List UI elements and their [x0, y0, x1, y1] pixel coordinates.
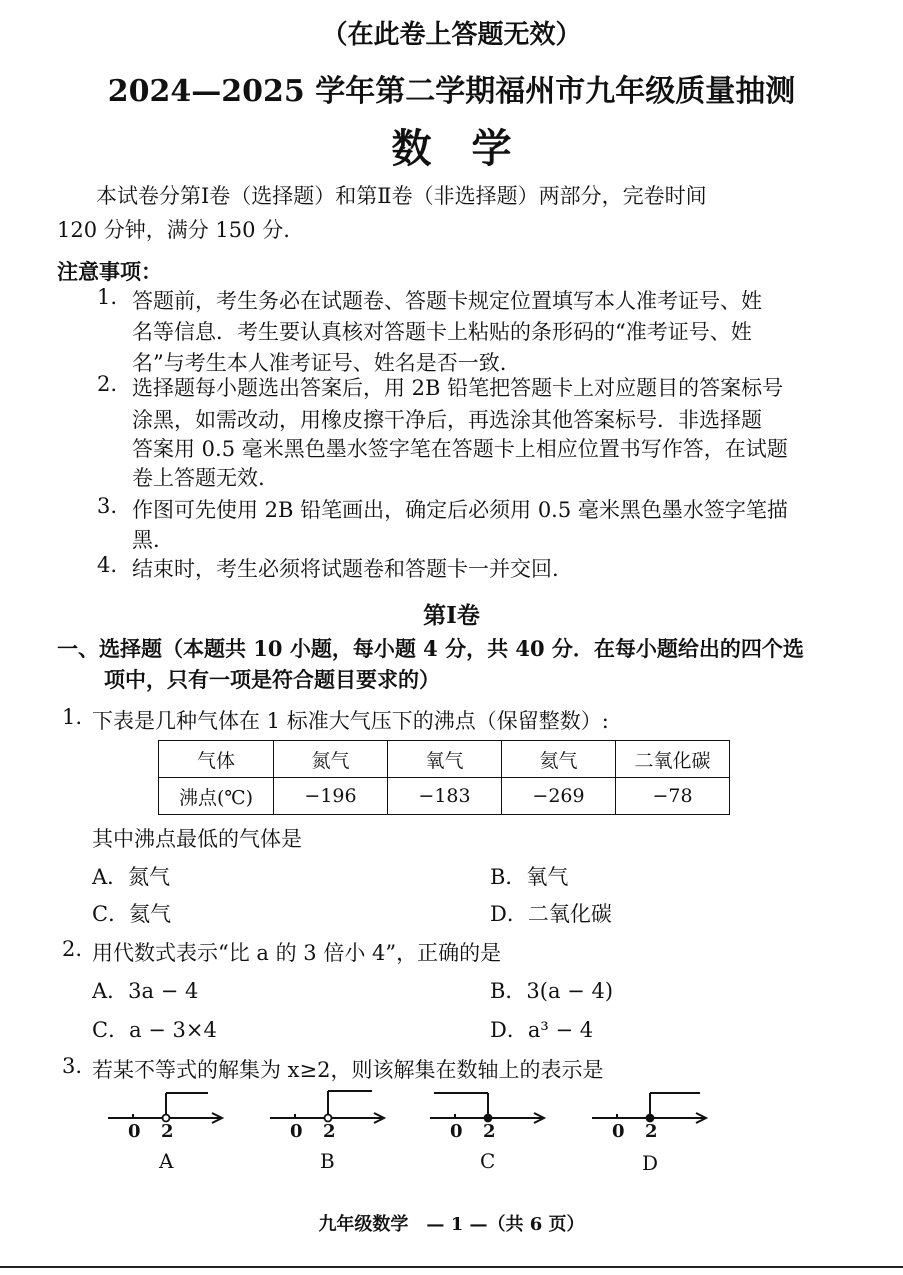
tick-label-0: 0: [450, 1121, 463, 1142]
note-number: 2.: [97, 372, 118, 396]
q3-option-c: C: [480, 1149, 496, 1173]
q1-option-b: B．氧气: [490, 865, 569, 889]
tick-label-0: 0: [128, 1121, 141, 1142]
q2-option-c: C．a − 3×4: [92, 1018, 217, 1042]
note-number: 3.: [97, 494, 118, 518]
page-footer: 九年级数学 — 1 —（共 6 页）: [318, 1214, 585, 1235]
part1-title: 第Ⅰ卷: [423, 602, 480, 629]
tick-label-2: 2: [645, 1121, 658, 1142]
tick-label-2: 2: [161, 1121, 174, 1142]
bottom-rule: [0, 1266, 903, 1268]
q1-option-c: C．氦气: [92, 902, 172, 926]
table-header-row: [159, 741, 730, 778]
q1-stem: 下表是几种气体在 1 标准大气压下的沸点（保留整数）:: [92, 709, 609, 733]
boiling-point-table: [158, 740, 730, 815]
tick-label-0: 0: [290, 1121, 303, 1142]
table-cell: 气体: [159, 741, 274, 778]
q2-option-a: A．3a − 4: [92, 979, 199, 1003]
note-number: 1.: [97, 285, 118, 309]
table-cell: 氦气: [502, 741, 616, 778]
note-1-line-1: 答题前，考生务必在试题卷、答题卡规定位置填写本人准考证号、姓: [132, 289, 762, 313]
note-1-line-2: 名等信息．考生要认真核对答题卡上粘贴的条形码的“准考证号、姓: [132, 320, 752, 344]
q2-stem: 用代数式表示“比 a 的 3 倍小 4”，正确的是: [92, 941, 502, 965]
q1-follow: 其中沸点最低的气体是: [92, 827, 302, 851]
intro-line-2: 120 分钟，满分 150 分.: [57, 218, 290, 242]
tick-label-0: 0: [612, 1121, 625, 1142]
exam-title: 2024—2025 学年第二学期福州市九年级质量抽测: [107, 74, 796, 109]
q3-stem: 若某不等式的解集为 x≥2，则该解集在数轴上的表示是: [92, 1058, 604, 1082]
note-3-line-1: 作图可先使用 2B 铅笔画出，确定后必须用 0.5 毫米黑色墨水签字笔描: [132, 498, 788, 522]
q3-option-b: B: [320, 1149, 335, 1173]
note-4-line-1: 结束时，考生必须将试题卷和答题卡一并交回.: [132, 557, 559, 581]
table-cell: 二氧化碳: [616, 741, 730, 778]
q3-number: 3.: [62, 1054, 83, 1078]
note-2-line-1: 选择题每小题选出答案后，用 2B 铅笔把答题卡上对应题目的答案标号: [132, 376, 784, 400]
tick-label-2: 2: [483, 1121, 496, 1142]
note-2-line-4: 卷上答题无效.: [132, 466, 265, 490]
table-cell: −183: [388, 778, 502, 815]
q2-option-d: D．a³ − 4: [490, 1018, 594, 1042]
note-3-line-2: 黑.: [132, 528, 160, 552]
notes-heading: 注意事项：: [57, 259, 162, 284]
note-number: 4.: [97, 553, 118, 577]
table-row: [159, 778, 730, 815]
q1-option-d: D．二氧化碳: [490, 902, 612, 926]
note-2-line-3: 答案用 0.5 毫米黑色墨水签字笔在答题卡上相应位置书写作答，在试题: [132, 437, 788, 461]
table-cell: −196: [274, 778, 388, 815]
table-cell: −269: [502, 778, 616, 815]
table-cell: 沸点(℃): [159, 778, 274, 815]
table-cell: 氮气: [274, 741, 388, 778]
q1-option-a: A．氮气: [92, 865, 171, 889]
table-cell: −78: [616, 778, 730, 815]
tick-label-2: 2: [323, 1121, 336, 1142]
intro-line-1: 本试卷分第Ⅰ卷（选择题）和第Ⅱ卷（非选择题）两部分，完卷时间: [96, 184, 707, 208]
note-2-line-2: 涂黑，如需改动，用橡皮擦干净后，再选涂其他答案标号．非选择题: [132, 408, 762, 432]
subject-title: 数 学: [391, 125, 512, 172]
q1-number: 1.: [62, 705, 83, 729]
section-line-2: 项中，只有一项是符合题目要求的）: [104, 667, 440, 692]
note-1-line-3: 名”与考生本人准考证号、姓名是否一致.: [132, 351, 507, 375]
q3-option-a: A: [159, 1149, 174, 1173]
section-line-1: 一、选择题（本题共 10 小题，每小题 4 分，共 40 分．在每小题给出的四个选: [57, 636, 804, 661]
q3-option-d: D: [642, 1151, 659, 1175]
q2-number: 2.: [62, 937, 83, 961]
header-notice: （在此卷上答题无效）: [321, 20, 582, 50]
q2-option-b: B．3(a − 4): [490, 979, 614, 1003]
table-cell: 氧气: [388, 741, 502, 778]
